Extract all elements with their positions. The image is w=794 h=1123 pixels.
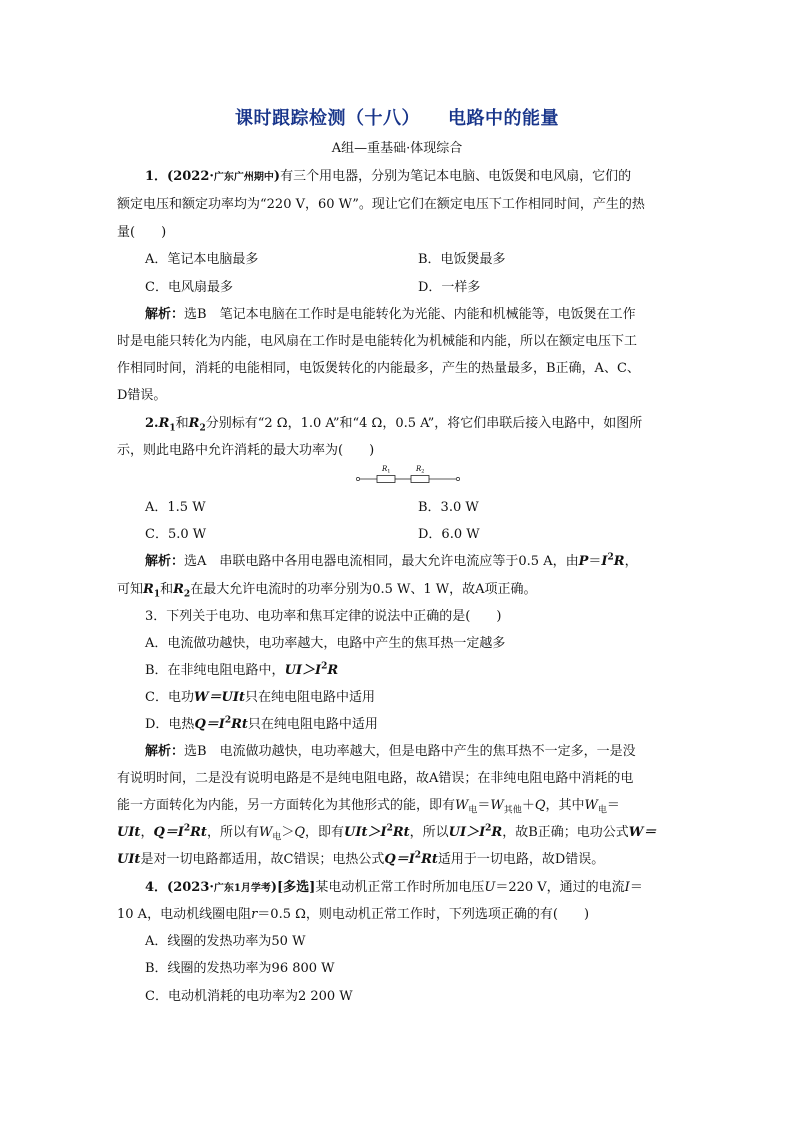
q1-option-d: D．一样多 bbox=[418, 280, 481, 295]
group-subtitle: A组—重基础·体现综合 bbox=[331, 141, 463, 156]
q2-analysis-line-2: 可知$R_1$和$R_2$在最大允许电流时的功率分别为0.5 W、1 W，故A项正确。 bbox=[117, 582, 537, 600]
label-r1: $R_1$ bbox=[382, 465, 391, 475]
q3-analysis-line-3: 能一方面转化为内能，另一方面转化为其他形式的能，即有$W_电=W_{其他}+Q$，其中$W_电=$ bbox=[117, 798, 620, 816]
label-r2: $R_2$ bbox=[416, 465, 425, 475]
q4-option-c: C．电动机消耗的电功率为2 200 W bbox=[145, 989, 353, 1004]
q4-stem-line-2: 10 A，电动机线圈电阻r＝0.5 Ω，则电动机正常工作时，下列选项正确的有( ) bbox=[117, 907, 590, 922]
q2-option-b: B．3.0 W bbox=[418, 500, 479, 515]
q3-option-c: C．电功W＝UIt只在纯电阻电路中适用 bbox=[145, 690, 375, 705]
q4-stem-line-1: 4．(2023·广东1月学考)[多选]某电动机正常工作时所加电压U＝220 V，通过的电流I＝ bbox=[145, 880, 643, 895]
q2-stem-line-1: $2.R_1$和$R_2$分别标有“2 Ω，1.0 A”和“4 Ω，0.5 A”，将它们串联后接入电路中，如图所 bbox=[145, 416, 643, 434]
title-left: 课时跟踪检测（十八） bbox=[235, 108, 420, 129]
q3-analysis-line-4: UIt，$Q=I^2Rt$，所以有$W_电>Q$，即有$UIt>I^2Rt$，所以$UI>I^2R$，故B正确；电功公式W＝ bbox=[117, 823, 657, 843]
resistor-r2 bbox=[411, 476, 429, 483]
q3-analysis-line-2: 有说明时间，二是没有说明电路是不是纯电阻电路，故A错误；在非纯电阻电路中消耗的电 bbox=[117, 771, 634, 786]
title-right: 电路中的能量 bbox=[448, 108, 559, 129]
q2-stem-line-2: 示，则此电路中允许消耗的最大功率为( ) bbox=[117, 443, 375, 458]
q2-option-d: D．6.0 W bbox=[418, 527, 480, 542]
q1-option-a: A．笔记本电脑最多 bbox=[145, 252, 259, 267]
q4-option-b: B．线圈的发热功率为96 800 W bbox=[145, 961, 335, 976]
q1-analysis-line-2: 时是电能只转化为内能，电风扇在工作时是电能转化为机械能和内能，所以在额定电压下工 bbox=[117, 334, 638, 349]
q2-option-c: C．5.0 W bbox=[145, 527, 207, 542]
q1-stem-line-1: 1．(2022·广东广州期中)有三个用电器，分别为笔记本电脑、电饭煲和电风扇，它们的 bbox=[145, 169, 632, 184]
resistor-r1 bbox=[377, 476, 395, 483]
q2-analysis-line-1: 解析：选A 串联电路中各用电器电流相同，最大允许电流应等于0.5 A，由$P=I^2R$， bbox=[145, 552, 638, 569]
terminal-right bbox=[456, 477, 459, 480]
q3-stem: 3．下列关于电功、电功率和焦耳定律的说法中正确的是( ) bbox=[145, 609, 502, 624]
q1-stem-line-2: 额定电压和额定功率均为“220 V，60 W”。现让它们在额定电压下工作相同时间，产生的热 bbox=[117, 197, 645, 212]
q1-option-b: B．电饭煲最多 bbox=[418, 252, 506, 267]
series-circuit-figure bbox=[355, 460, 465, 486]
q3-option-b: B．在非纯电阻电路中，$UI>I^2R$ bbox=[145, 661, 339, 678]
q4-option-a: A．线圈的发热功率为50 W bbox=[145, 934, 306, 949]
terminal-left bbox=[356, 477, 359, 480]
q3-option-a: A．电流做功越快，电功率越大，电路中产生的焦耳热一定越多 bbox=[145, 636, 506, 651]
q1-analysis-line-3: 作相同时间，消耗的电能相同，电饭煲转化的内能最多，产生的热量最多，B正确，A、C、 bbox=[117, 361, 640, 376]
q1-option-c: C．电风扇最多 bbox=[145, 280, 233, 295]
q1-analysis-line-1: 解析：选B 笔记本电脑在工作时是电能转化为光能、内能和机械能等，电饭煲在工作 bbox=[145, 307, 636, 322]
q1-analysis-line-4: D错误。 bbox=[117, 388, 167, 403]
q1-stem-line-3: 量( ) bbox=[117, 225, 167, 240]
page-title bbox=[0, 104, 794, 130]
q2-option-a: A．1.5 W bbox=[145, 500, 206, 515]
q3-option-d: D．电热$Q=I^2Rt$只在纯电阻电路中适用 bbox=[145, 715, 378, 732]
q3-analysis-line-1: 解析：选B 电流做功越快，电功率越大，但是电路中产生的焦耳热不一定多，一是没 bbox=[145, 744, 636, 759]
q3-analysis-line-5: UIt是对一切电路都适用，故C错误；电热公式$Q=I^2Rt$适用于一切电路，故D错误。 bbox=[117, 850, 605, 867]
